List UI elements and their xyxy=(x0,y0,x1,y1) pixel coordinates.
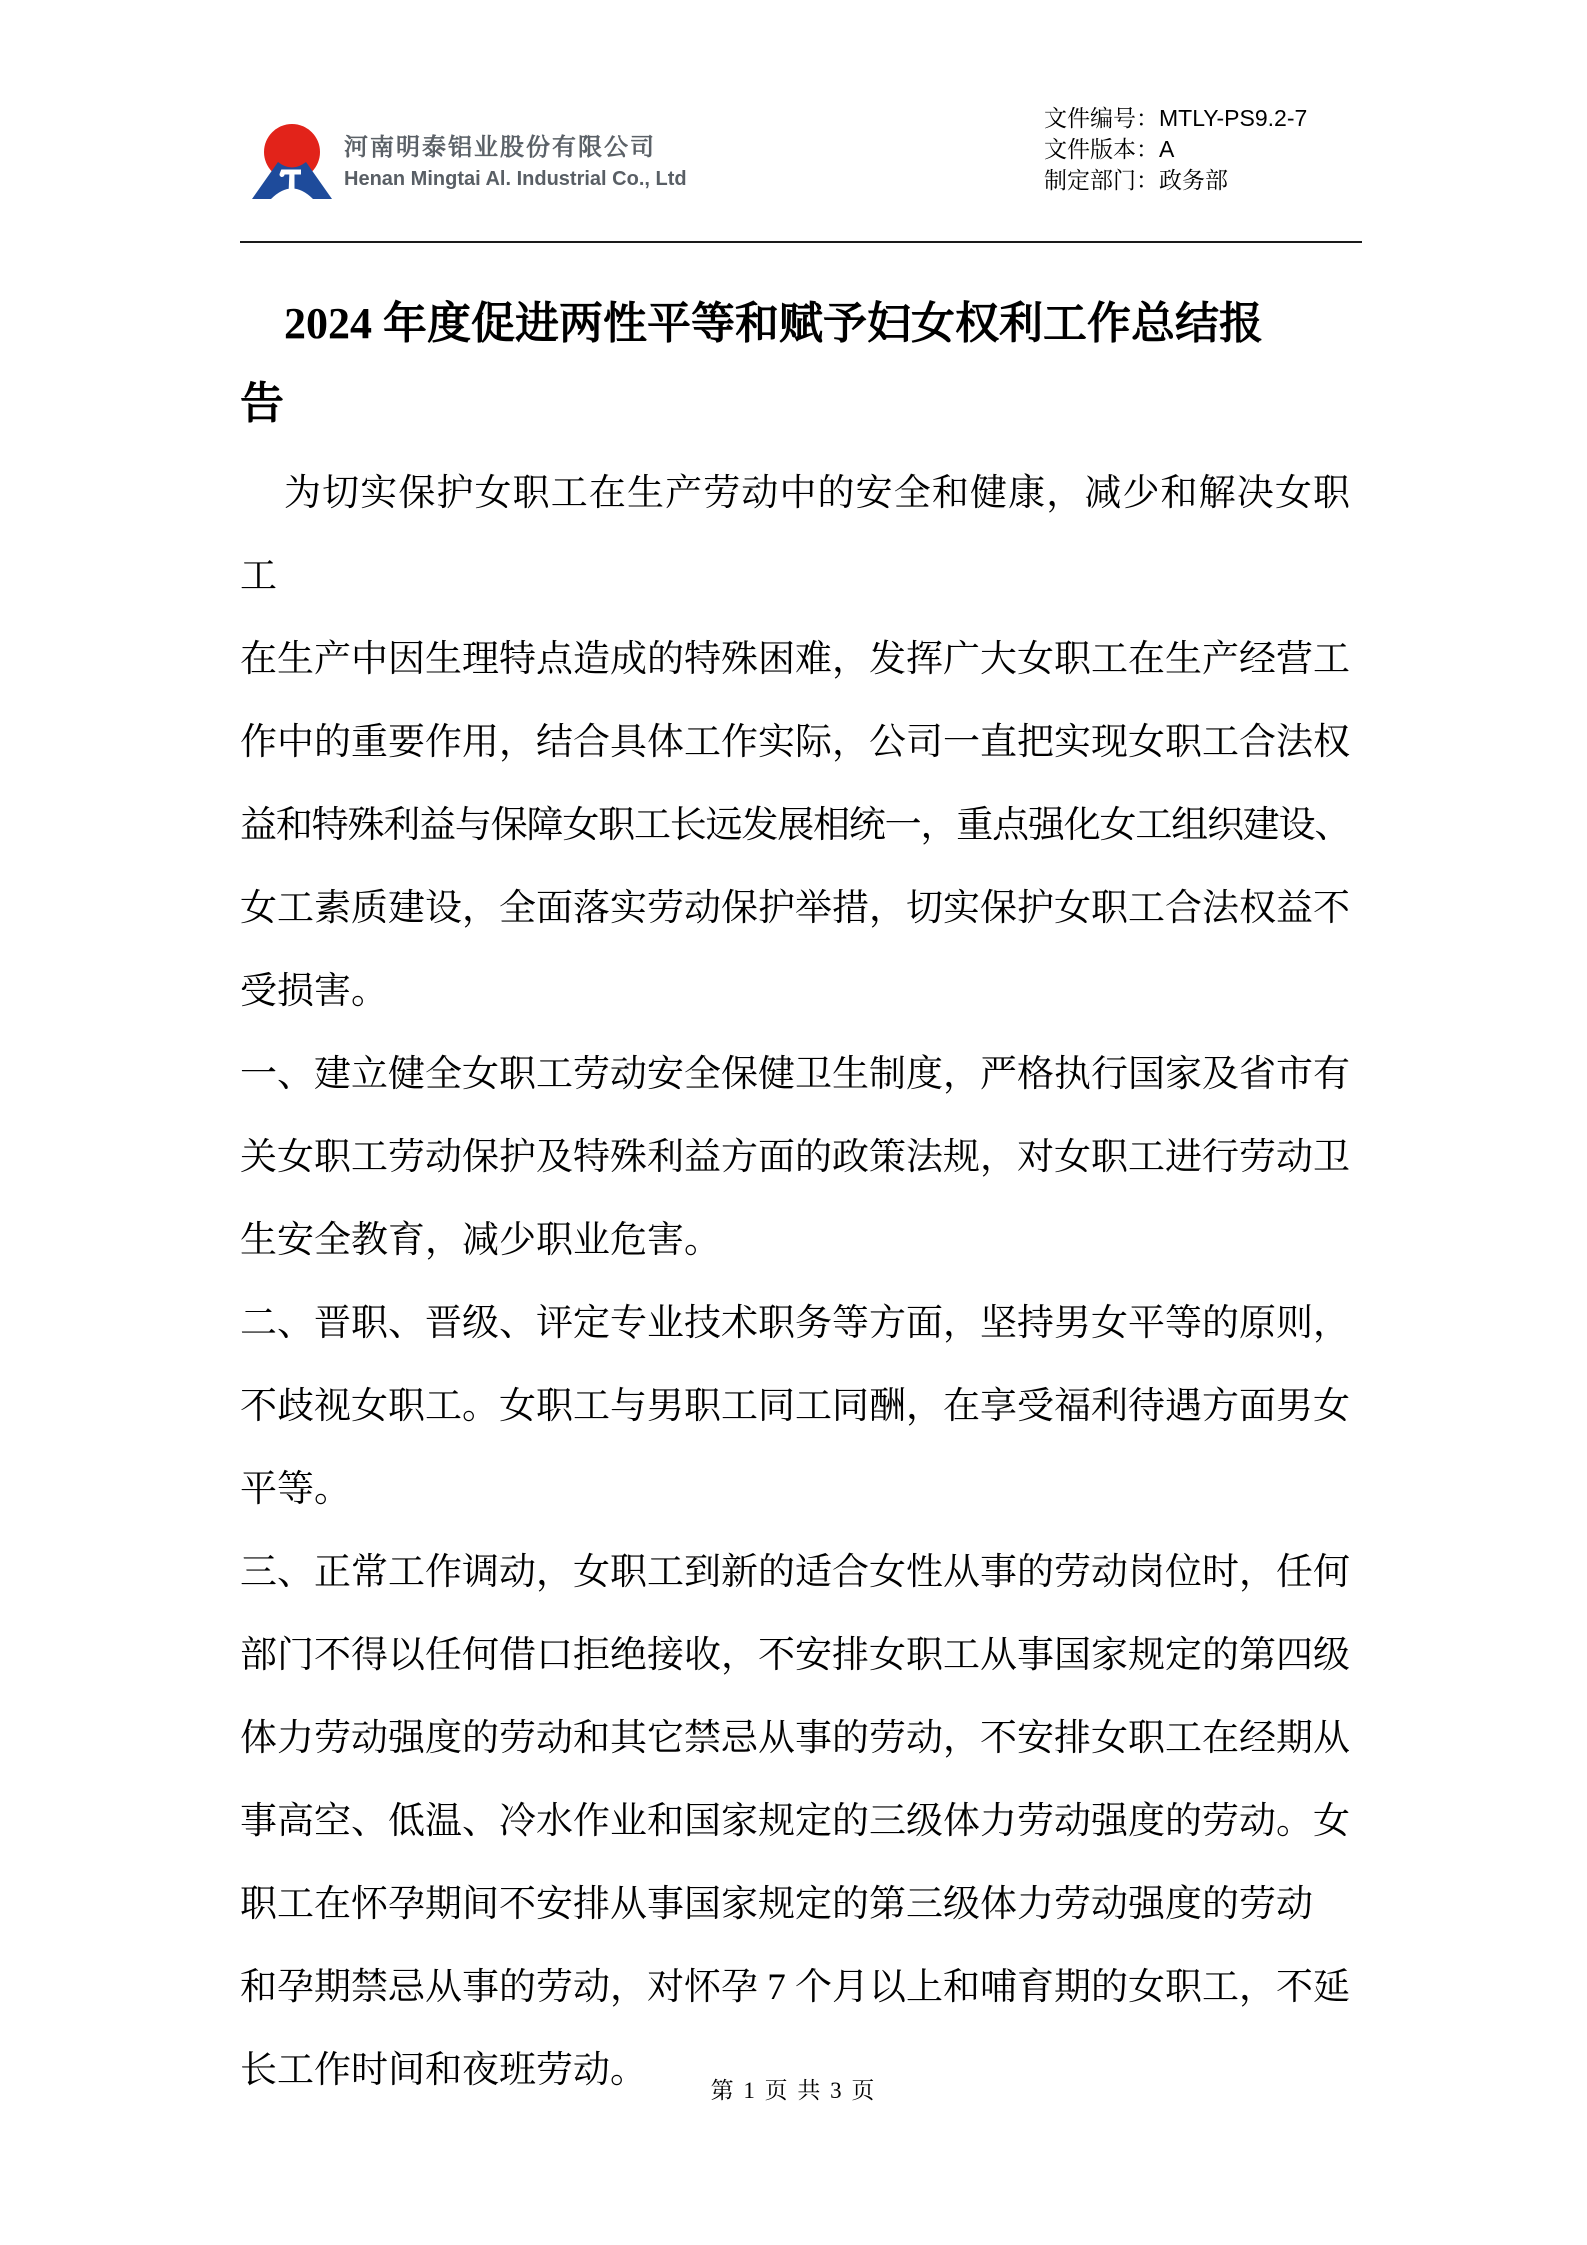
mingtai-logo-icon xyxy=(250,124,334,202)
body-line: 为切实保护女职工在生产劳动中的安全和健康，减少和解决女职工 xyxy=(240,473,1350,597)
doc-version-label: 文件版本： xyxy=(1044,137,1159,162)
body-line: 二、晋职、晋级、评定专业技术职务等方面，坚持男女平等的原则， xyxy=(240,1303,1350,1344)
paragraph xyxy=(240,452,1350,1033)
body-line: 职工在怀孕期间不安排从事国家规定的第三级体力劳动强度的劳动 xyxy=(240,1884,1313,1925)
body-line: 事高空、低温、冷水作业和国家规定的三级体力劳动强度的劳动。女 xyxy=(240,1801,1350,1842)
page-footer xyxy=(0,2072,1587,2105)
body-line: 三、正常工作调动，女职工到新的适合女性从事的劳动岗位时，任何 xyxy=(240,1552,1350,1593)
company-name-zh: 河南明泰铝业股份有限公司 xyxy=(344,134,656,161)
doc-info-block xyxy=(1044,103,1307,196)
doc-number-row xyxy=(1044,103,1307,134)
company-name-en: Henan Mingtai Al. Industrial Co., Ltd xyxy=(344,168,687,190)
doc-department-label: 制定部门： xyxy=(1044,168,1159,193)
doc-department-value: 政务部 xyxy=(1159,167,1228,193)
page-number: 第 1 页 共 3 页 xyxy=(710,2078,877,2103)
body-line: 一、建立健全女职工劳动安全保健卫生制度，严格执行国家及省市有 xyxy=(240,1054,1350,1095)
body-line: 体力劳动强度的劳动和其它禁忌从事的劳动，不安排女职工在经期从 xyxy=(240,1718,1350,1759)
body-line: 生安全教育，减少职业危害。 xyxy=(240,1220,721,1261)
body-line: 平等。 xyxy=(240,1469,351,1510)
body-line: 长工作时间和夜班劳动。 xyxy=(240,2050,647,2091)
paragraph xyxy=(240,1282,1350,1531)
paragraph xyxy=(240,1531,1350,2112)
doc-version-value: A xyxy=(1159,136,1175,162)
body-line: 受损害。 xyxy=(240,971,388,1012)
doc-number-label: 文件编号： xyxy=(1044,106,1159,131)
document-content xyxy=(240,284,1350,2112)
body-line: 部门不得以任何借口拒绝接收，不安排女职工从事国家规定的第四级 xyxy=(240,1635,1350,1676)
body-line: 关女职工劳动保护及特殊利益方面的政策法规，对女职工进行劳动卫 xyxy=(240,1137,1350,1178)
body-line: 女工素质建设，全面落实劳动保护举措，切实保护女职工合法权益不 xyxy=(240,888,1350,929)
paragraph xyxy=(240,1033,1350,1282)
document-title xyxy=(240,284,1350,444)
title-line-1: 2024 年度促进两性平等和赋予妇女权利工作总结报 xyxy=(284,299,1263,348)
doc-version-row xyxy=(1044,134,1307,165)
body-line: 益和特殊利益与保障女职工长远发展相统一，重点强化女工组织建设、 xyxy=(240,805,1350,846)
body-line: 和孕期禁忌从事的劳动，对怀孕 7 个月以上和哺育期的女职工，不延 xyxy=(240,1967,1350,2008)
body-line: 不歧视女职工。女职工与男职工同工同酬，在享受福利待遇方面男女 xyxy=(240,1386,1350,1427)
header-divider xyxy=(240,241,1362,243)
body-line: 作中的重要作用，结合具体工作实际，公司一直把实现女职工合法权 xyxy=(240,722,1350,763)
doc-number-value: MTLY-PS9.2-7 xyxy=(1159,105,1308,131)
title-line-2: 告 xyxy=(240,379,284,428)
company-brand xyxy=(250,124,687,202)
company-names xyxy=(344,124,687,194)
paragraphs xyxy=(240,452,1350,2112)
body-line: 在生产中因生理特点造成的特殊困难，发挥广大女职工在生产经营工 xyxy=(240,639,1350,680)
doc-department-row xyxy=(1044,165,1307,196)
